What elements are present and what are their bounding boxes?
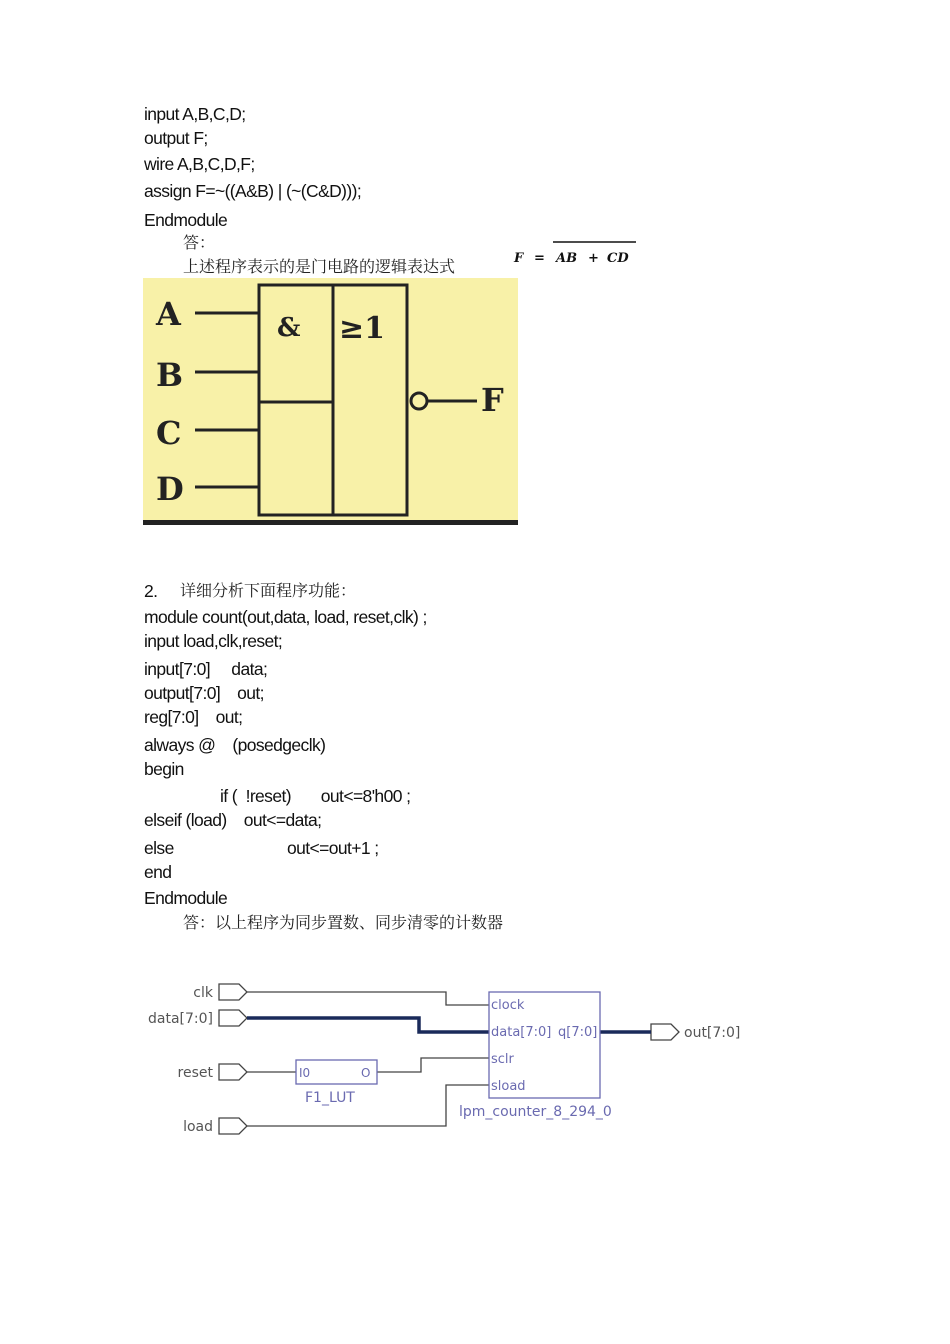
counter-out-pin: q[7:0] — [558, 1025, 598, 1040]
or-symbol: ≥1 — [339, 311, 386, 346]
code-line: elseif (load) out<=data; — [144, 810, 322, 830]
code-line: end — [144, 862, 172, 882]
logic-formula — [512, 238, 642, 268]
code-line: Endmodule — [144, 210, 228, 230]
formula-term2: CD — [607, 251, 629, 266]
port-label: clk — [193, 985, 213, 1001]
counter-pin: sload — [491, 1079, 526, 1094]
formula-plus: + — [588, 251, 599, 266]
code-line: wire A,B,C,D,F; — [144, 154, 255, 174]
port-label: load — [183, 1119, 213, 1135]
code-line: output[7:0] out; — [144, 683, 264, 703]
lut-pin-in: I0 — [299, 1066, 311, 1080]
answer-text: 上述程序表示的是门电路的逻辑表达式 — [183, 257, 456, 276]
code-line: reg[7:0] out; — [144, 707, 243, 727]
counter-pin: data[7:0] — [491, 1025, 552, 1040]
answer-text: 答：以上程序为同步置数、同步清零的计数器 — [183, 913, 504, 932]
counter-schematic — [143, 948, 743, 1148]
code-line: else — [144, 838, 174, 858]
counter-pin: sclr — [491, 1052, 514, 1067]
formula-term1: AB — [556, 251, 578, 266]
port-out-label: out[7:0] — [684, 1025, 741, 1041]
code-line: always @ (posedgeclk) — [144, 735, 326, 755]
code-line: output F; — [144, 128, 208, 148]
port-label: reset — [177, 1065, 213, 1081]
gate-input-label: B — [156, 356, 184, 394]
code-line: module count(out,data, load, reset,clk) ; — [144, 607, 427, 627]
gate-input-label: D — [156, 470, 184, 508]
counter-pin: clock — [491, 998, 525, 1013]
code-line: assign F=~((A&B) | (~(C&D))); — [144, 181, 362, 201]
code-line: out<=out+1 ; — [287, 838, 379, 858]
question-number: 2. — [144, 581, 158, 601]
code-line: begin — [144, 759, 184, 779]
gate-output-label: F — [481, 381, 504, 419]
code-line: input load,clk,reset; — [144, 631, 283, 651]
formula-eq: = — [534, 251, 545, 266]
question-text: 详细分析下面程序功能： — [180, 581, 357, 600]
code-line: Endmodule — [144, 888, 228, 908]
and-symbol: & — [277, 313, 301, 343]
port-label: data[7:0] — [148, 1011, 213, 1027]
code-line: input[7:0] data; — [144, 659, 268, 679]
counter-name: lpm_counter_8_294_0 — [459, 1104, 612, 1120]
code-line: input A,B,C,D; — [144, 104, 246, 124]
aoi-gate-diagram — [143, 278, 518, 525]
formula-lhs: F — [514, 251, 524, 266]
lut-name: F1_LUT — [305, 1090, 355, 1106]
gate-input-label: C — [156, 414, 182, 452]
answer-label: 答： — [183, 233, 216, 252]
gate-input-label: A — [156, 295, 181, 333]
code-line: if ( !reset) out<=8'h00 ; — [220, 786, 411, 806]
lut-pin-out: O — [361, 1066, 371, 1080]
gate-bottom-border — [143, 520, 518, 525]
